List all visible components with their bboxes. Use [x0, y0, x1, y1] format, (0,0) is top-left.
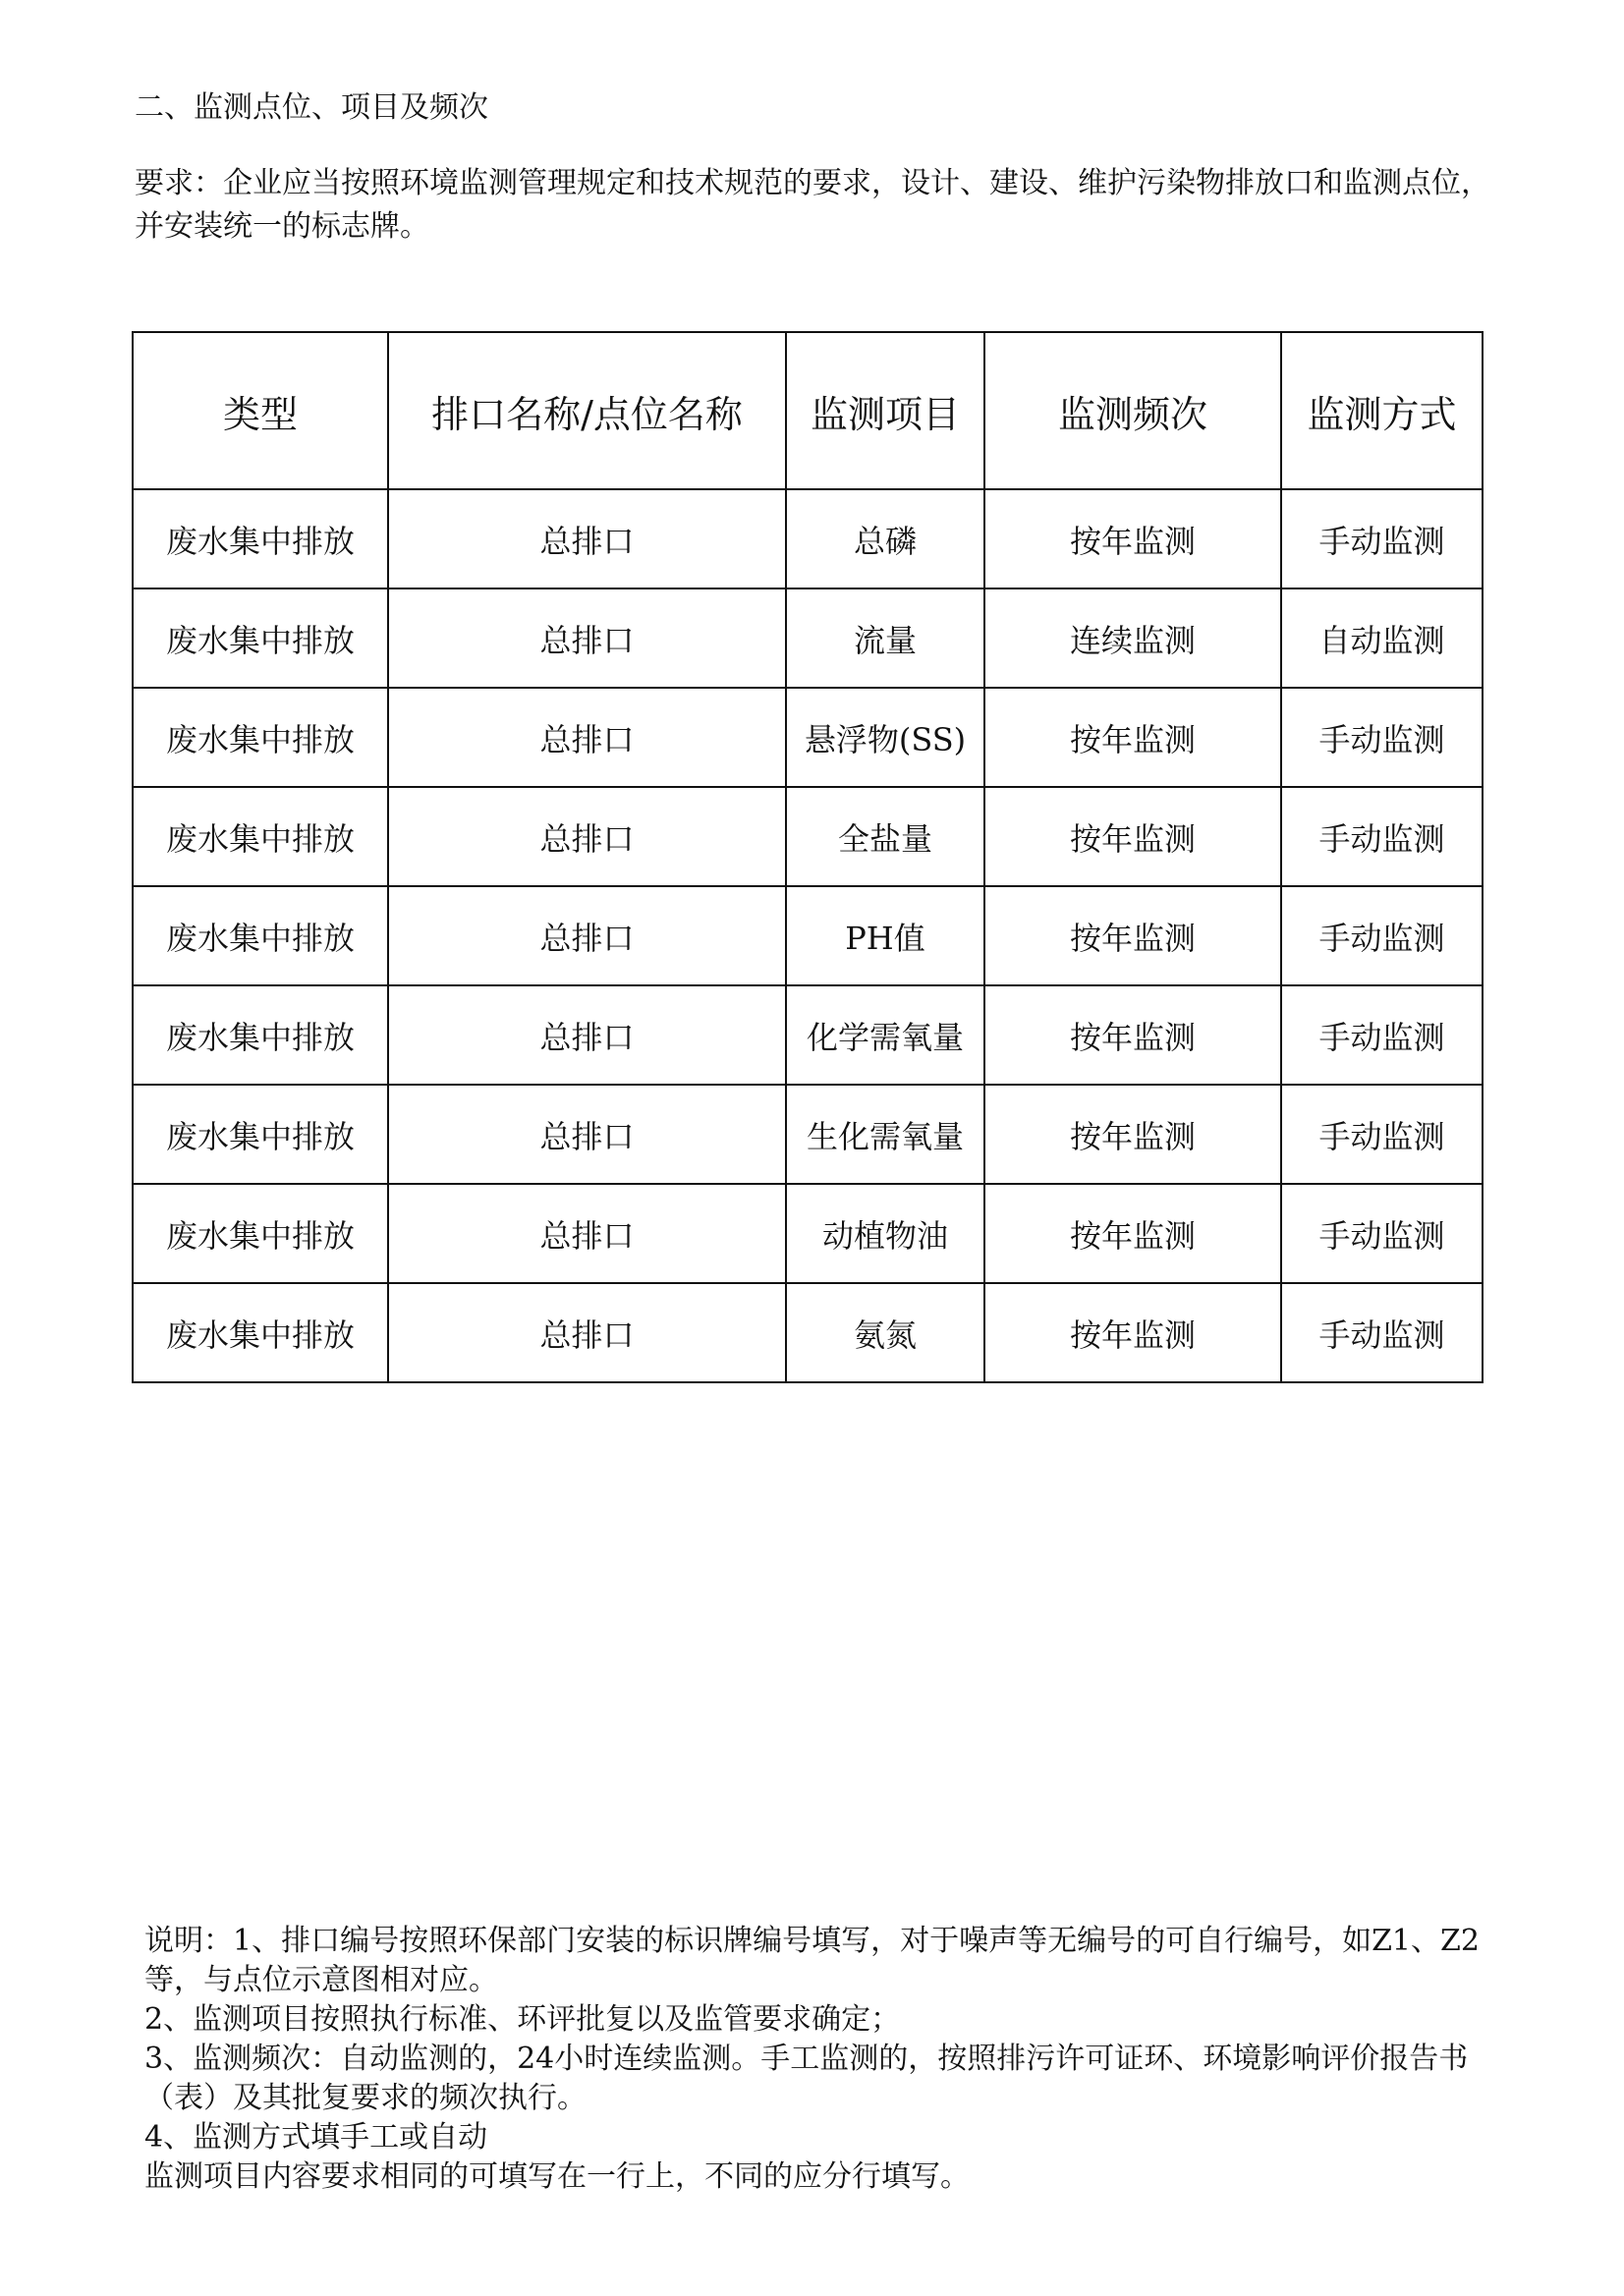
- note-line: 监测项目内容要求相同的可填写在一行上，不同的应分行填写。: [144, 2159, 970, 2194]
- cell-monitor-item: 总磷: [786, 489, 984, 588]
- cell-monitor-item: 氨氮: [786, 1283, 984, 1382]
- table-header-row: [133, 332, 1483, 489]
- cell-type: 废水集中排放: [133, 886, 388, 985]
- cell-monitor-method: 手动监测: [1281, 489, 1483, 588]
- cell-monitor-method: 手动监测: [1281, 688, 1483, 787]
- table-row: [133, 886, 1483, 985]
- note-line: 说明：1、排口编号按照环保部门安装的标识牌编号填写，对于噪声等无编号的可自行编号，如Z1、Z2等，与点位示意图相对应。: [144, 1924, 1480, 1997]
- cell-monitor-frequency: 按年监测: [984, 1184, 1281, 1283]
- header-monitor-item: 监测项目: [786, 332, 984, 489]
- table-row: [133, 1283, 1483, 1382]
- cell-monitor-method: 手动监测: [1281, 787, 1483, 886]
- cell-monitor-frequency: 连续监测: [984, 588, 1281, 688]
- cell-type: 废水集中排放: [133, 985, 388, 1085]
- cell-type: 废水集中排放: [133, 1283, 388, 1382]
- cell-monitor-item: 全盐量: [786, 787, 984, 886]
- cell-monitor-item: 流量: [786, 588, 984, 688]
- section-heading: 二、监测点位、项目及频次: [135, 90, 488, 125]
- cell-monitor-method: 手动监测: [1281, 1085, 1483, 1184]
- cell-outlet-name: 总排口: [388, 688, 786, 787]
- cell-monitor-frequency: 按年监测: [984, 886, 1281, 985]
- cell-monitor-item: 悬浮物(SS): [786, 688, 984, 787]
- cell-type: 废水集中排放: [133, 489, 388, 588]
- cell-outlet-name: 总排口: [388, 1184, 786, 1283]
- notes-block: [144, 1922, 1500, 2197]
- table-row: [133, 985, 1483, 1085]
- header-monitor-frequency: 监测频次: [984, 332, 1281, 489]
- cell-monitor-frequency: 按年监测: [984, 1085, 1281, 1184]
- cell-monitor-item: 化学需氧量: [786, 985, 984, 1085]
- cell-monitor-frequency: 按年监测: [984, 489, 1281, 588]
- cell-outlet-name: 总排口: [388, 588, 786, 688]
- cell-monitor-method: 自动监测: [1281, 588, 1483, 688]
- table-row: [133, 1085, 1483, 1184]
- cell-outlet-name: 总排口: [388, 1283, 786, 1382]
- cell-outlet-name: 总排口: [388, 886, 786, 985]
- cell-type: 废水集中排放: [133, 1085, 388, 1184]
- cell-monitor-frequency: 按年监测: [984, 688, 1281, 787]
- table-row: [133, 1184, 1483, 1283]
- cell-monitor-item: 生化需氧量: [786, 1085, 984, 1184]
- cell-outlet-name: 总排口: [388, 787, 786, 886]
- cell-outlet-name: 总排口: [388, 489, 786, 588]
- cell-monitor-method: 手动监测: [1281, 1184, 1483, 1283]
- cell-type: 废水集中排放: [133, 588, 388, 688]
- cell-type: 废水集中排放: [133, 1184, 388, 1283]
- note-line: 3、监测频次：自动监测的，24小时连续监测。手工监测的，按照排污许可证环、环境影响评价报告书（表）及其批复要求的频次执行。: [144, 2042, 1469, 2115]
- cell-monitor-method: 手动监测: [1281, 886, 1483, 985]
- cell-monitor-method: 手动监测: [1281, 1283, 1483, 1382]
- table-row: [133, 688, 1483, 787]
- header-monitor-method: 监测方式: [1281, 332, 1483, 489]
- cell-outlet-name: 总排口: [388, 985, 786, 1085]
- cell-type: 废水集中排放: [133, 787, 388, 886]
- table-row: [133, 787, 1483, 886]
- cell-type: 废水集中排放: [133, 688, 388, 787]
- table-row: [133, 588, 1483, 688]
- cell-monitor-frequency: 按年监测: [984, 787, 1281, 886]
- cell-outlet-name: 总排口: [388, 1085, 786, 1184]
- table-row: [133, 489, 1483, 588]
- header-type: 类型: [133, 332, 388, 489]
- header-outlet-name: 排口名称/点位名称: [388, 332, 786, 489]
- note-line: 4、监测方式填手工或自动: [144, 2120, 488, 2155]
- cell-monitor-item: PH值: [786, 886, 984, 985]
- cell-monitor-item: 动植物油: [786, 1184, 984, 1283]
- cell-monitor-method: 手动监测: [1281, 985, 1483, 1085]
- cell-monitor-frequency: 按年监测: [984, 1283, 1281, 1382]
- cell-monitor-frequency: 按年监测: [984, 985, 1281, 1085]
- note-line: 2、监测项目按照执行标准、环评批复以及监管要求确定；: [144, 2002, 901, 2037]
- requirement-text: 要求：企业应当按照环境监测管理规定和技术规范的要求，设计、建设、维护污染物排放口和监测点位，并安装统一的标志牌。: [135, 166, 1490, 244]
- monitoring-table: [132, 331, 1484, 1383]
